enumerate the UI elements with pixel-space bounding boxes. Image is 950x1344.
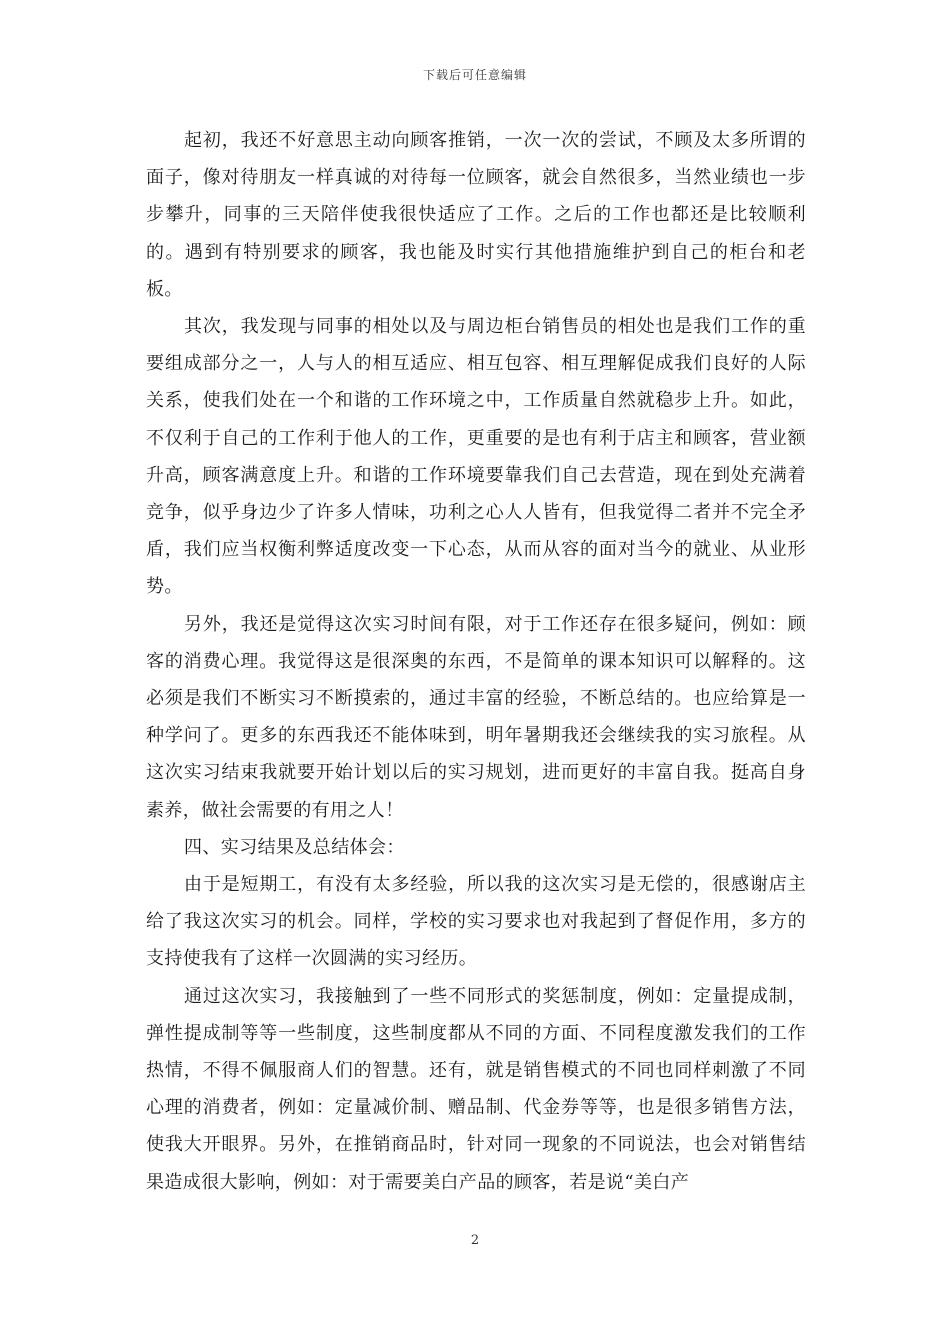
document-body [146, 122, 806, 1201]
paragraph-remaining-questions: 另外，我还是觉得这次实习时间有限，对于工作还存在很多疑问，例如：顾客的消费心理。我觉得这是很深奥的东西，不是简单的课本知识可以解释的。这必须是我们不断实习不断摸索的，通过丰富的经验，不断总结的。也应给算是一种学问了。更多的东西我还不能体味到，明年暑期我还会继续我的实习旅程。从这次实习结束我就要开始计划以后的实习规划，进而更好的丰富自我。挺高自身素养，做社会需要的有用之人！ [146, 613, 806, 821]
paragraph-initial-experience: 起初，我还不好意思主动向顾客推销，一次一次的尝试，不顾及太多所谓的面子，像对待朋友一样真诚的对待每一位顾客，就会自然很多，当然业绩也一步步攀升，同事的三天陪伴使我很快适应了工作。之后的工作也都还是比较顺利的。遇到有特别要求的顾客，我也能及时实行其他措施维护到自己的柜台和老板。 [146, 130, 806, 300]
paragraph-incentive-systems: 通过这次实习，我接触到了一些不同形式的奖惩制度，例如：定量提成制，弹性提成制等等一些制度，这些制度都从不同的方面、不同程度激发我们的工作热情，不得不佩服商人们的智慧。还有，就是销售模式的不同也同样刺激了不同心理的消费者，例如：定量减价制、赠品制、代金券等等，也是很多销售方法，使我大开眼界。另外，在推销商品时，针对同一现象的不同说法，也会对销售结果造成很大影响，例如：对于需要美白产品的顾客，若是说“美白产 [146, 985, 806, 1193]
page-header: 下载后可任意编辑 [422, 68, 527, 82]
page-number: 2 [470, 1233, 480, 1248]
section-heading-results: 四、实习结果及总结体会： [184, 836, 405, 858]
paragraph-colleague-relations: 其次，我发现与同事的相处以及与周边柜台销售员的相处也是我们工作的重要组成部分之一，人与人的相互适应、相互包容、相互理解促成我们良好的人际关系，使我们处在一个和谐的工作环境之中，工作质量自然就稳步上升。如此，不仅利于自己的工作利于他人的工作，更重要的是也有利于店主和顾客，营业额升高，顾客满意度上升。和谐的工作环境要靠我们自己去营造，现在到处充满着竞争，似乎身边少了许多人情味，功利之心人人皆有，但我觉得二者并不完全矛盾，我们应当权衡利弊适度改变一下心态，从而从容的面对当今的就业、从业形势。 [146, 316, 806, 598]
paragraph-gratitude: 由于是短期工，有没有太多经验，所以我的这次实习是无偿的，很感谢店主给了我这次实习的机会。同样，学校的实习要求也对我起到了督促作用，多方的支持使我有了这样一次圆满的实习经历。 [146, 874, 806, 970]
